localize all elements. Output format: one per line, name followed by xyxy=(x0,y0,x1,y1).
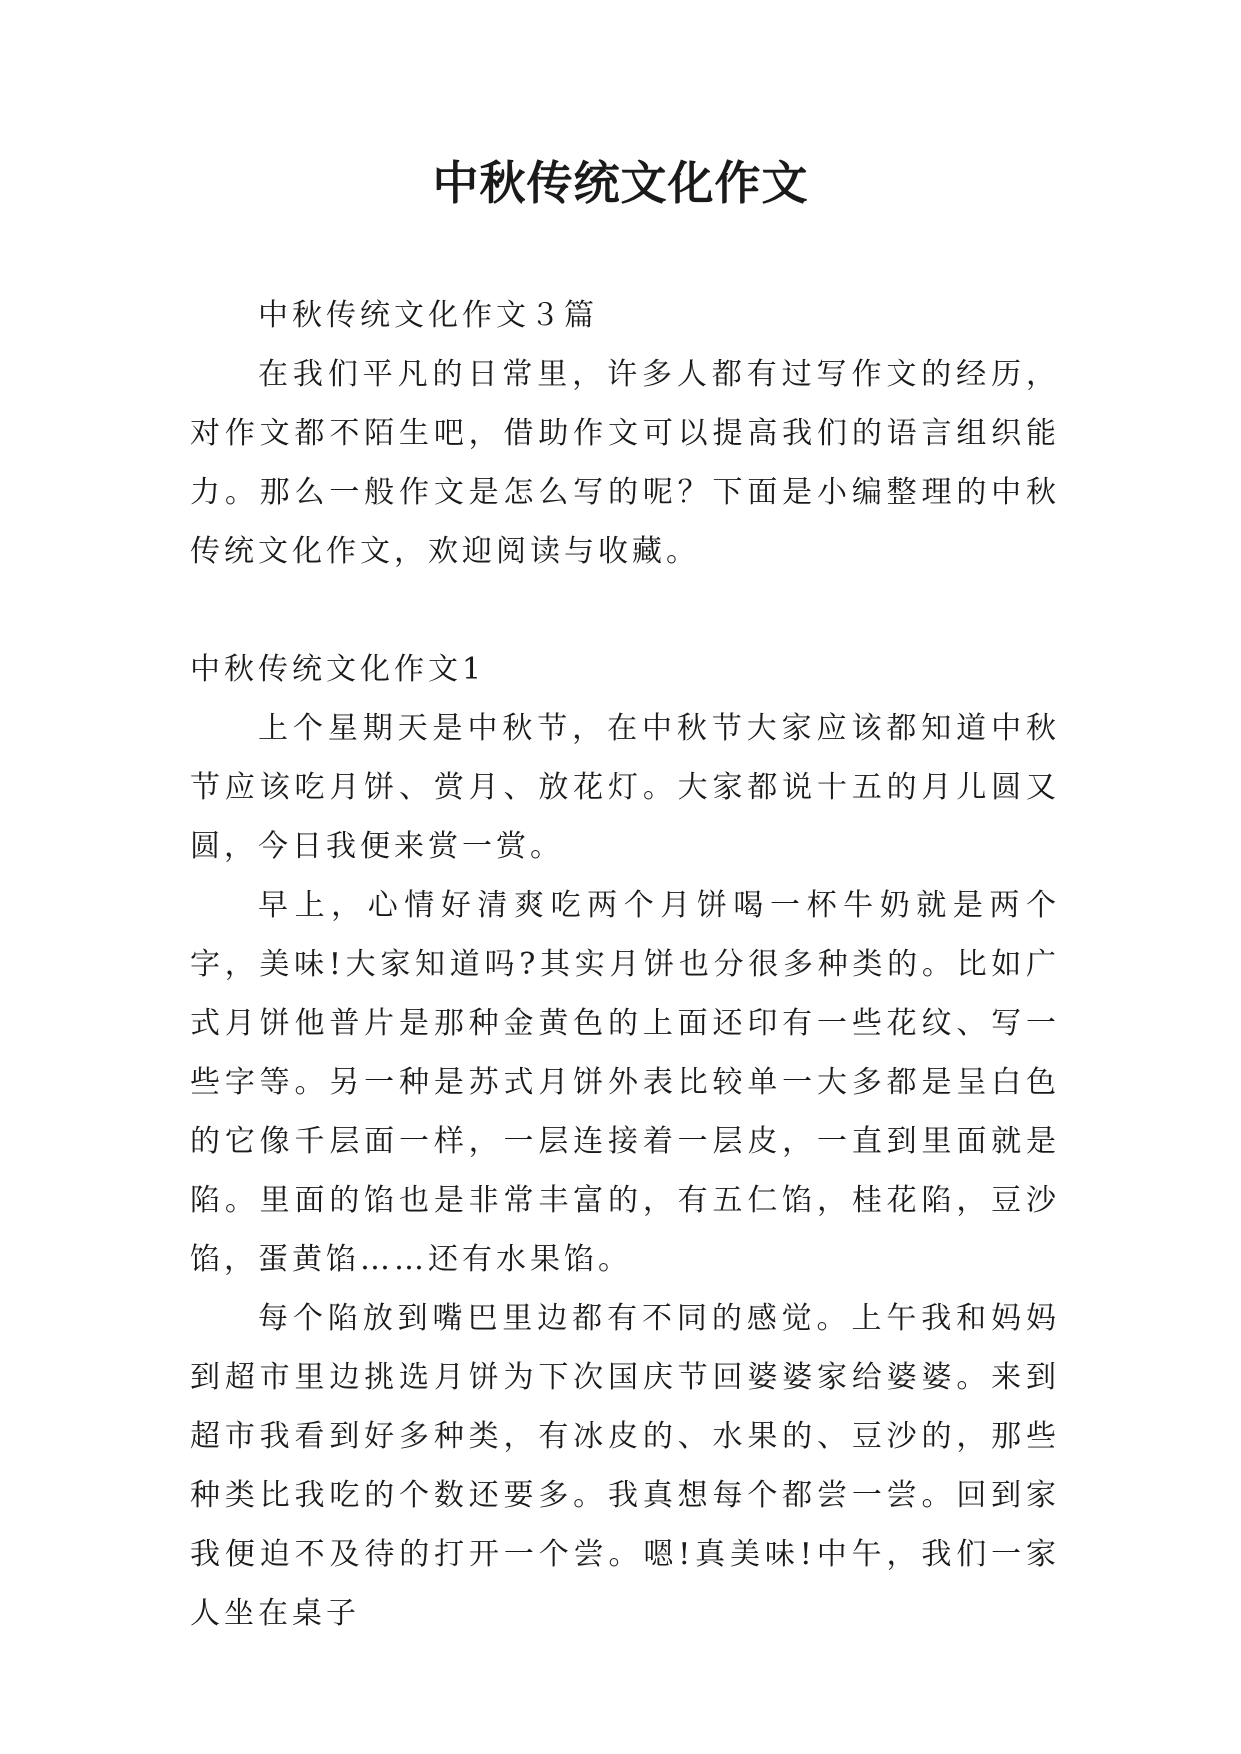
section-heading: 中秋传统文化作文1 xyxy=(190,652,486,687)
body-paragraph-2: 早上，心情好清爽吃两个月饼喝一杯牛奶就是两个字，美味!大家知道吗?其实月饼也分很多种类的。比如广式月饼他普片是那种金黄色的上面还印有一些花纹、写一些字等。另一种是苏式月饼外表比较单一大多都是呈白色的它像千层面一样，一层连接着一层皮，一直到里面就是陷。里面的馅也是非常丰富的，有五仁馅，桂花陷，豆沙馅，蛋黄馅……还有水果馅。 xyxy=(190,888,1060,1277)
document-title: 中秋传统文化作文 xyxy=(432,156,809,210)
body-paragraph-1: 上个星期天是中秋节，在中秋节大家应该都知道中秋节应该吃月饼、赏月、放花灯。大家都说十五的月儿圆又圆，今日我便来赏一赏。 xyxy=(190,711,1060,864)
document-body xyxy=(190,286,1060,1643)
intro-paragraph: 在我们平凡的日常里，许多人都有过写作文的经历，对作文都不陌生吧，借助作文可以提高我们的语言组织能力。那么一般作文是怎么写的呢？下面是小编整理的中秋传统文化作文，欢迎阅读与收藏。 xyxy=(190,357,1060,569)
body-paragraph-3: 每个陷放到嘴巴里边都有不同的感觉。上午我和妈妈到超市里边挑选月饼为下次国庆节回婆婆家给婆婆。来到超市我看到好多种类，有冰皮的、水果的、豆沙的，那些种类比我吃的个数还要多。我真想每个都尝一尝。回到家我便迫不及待的打开一个尝。嗯!真美味!中午，我们一家人坐在桌子 xyxy=(190,1301,1060,1631)
intro-heading: 中秋传统文化作文３篇 xyxy=(258,298,598,333)
